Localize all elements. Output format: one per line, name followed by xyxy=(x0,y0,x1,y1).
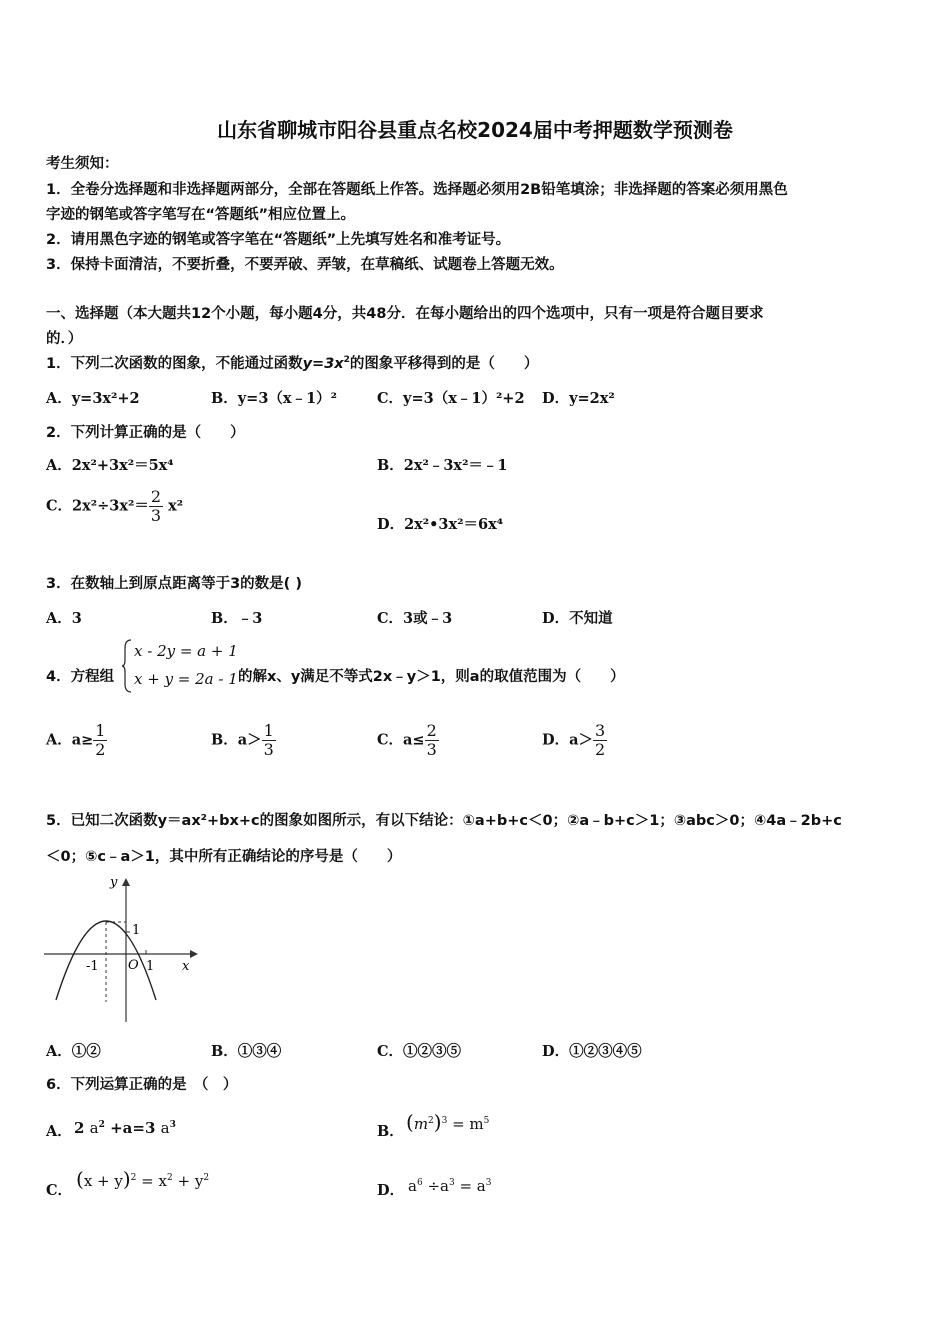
notice-heading: 考生须知： xyxy=(46,156,119,172)
q4-option-a-pre: A．a≥ xyxy=(46,731,94,749)
q5-parabola-graph xyxy=(40,872,200,1027)
q4-option-b[interactable] xyxy=(211,722,276,759)
q4-option-d-num: 3 xyxy=(594,721,606,740)
q1-option-b[interactable]: B．y=3（x﹣1）² xyxy=(211,390,338,407)
q4-option-a-fraction xyxy=(93,722,107,759)
q6-option-a-expression: 2 $a^2 +a=3$ $a^3$ xyxy=(74,1119,176,1137)
q4-equation-1: x - 2y = a + 1 xyxy=(134,642,238,660)
q1-option-a[interactable]: A．y=3x²+2 xyxy=(46,390,140,407)
q6-option-c-expression: $(x + y)^2 = x^2 + y^2$ xyxy=(76,1167,210,1191)
q6-option-b-label[interactable]: B． xyxy=(377,1123,404,1140)
origin-label: O xyxy=(128,958,139,973)
q4-option-b-den: 3 xyxy=(263,740,274,759)
q1-stem xyxy=(46,352,538,373)
q5-option-c[interactable]: C．①②③⑤ xyxy=(377,1043,462,1060)
q4-option-a-num: 1 xyxy=(95,721,106,740)
q3-option-a[interactable]: A．3 xyxy=(46,610,82,627)
notice-line-1b: 字迹的钢笔或答字笔写在“答题纸”相应位置上。 xyxy=(46,207,356,223)
q4-label: 4．方程组 xyxy=(46,669,115,685)
q2-option-c-post: x² xyxy=(168,497,184,515)
q2-option-c-num: 2 xyxy=(150,487,162,506)
q1-option-d[interactable]: D．y=2x² xyxy=(542,390,615,407)
q2-option-a[interactable]: A．2x²+3x²＝5x⁴ xyxy=(46,457,174,474)
section-heading-line-2: 的．） xyxy=(46,331,83,347)
q4-option-d[interactable] xyxy=(542,722,607,759)
q4-option-d-den: 2 xyxy=(594,740,606,759)
x-axis-label: x xyxy=(182,959,190,974)
q4-option-b-fraction xyxy=(262,722,276,759)
q6-option-a-label[interactable]: A． xyxy=(46,1123,72,1140)
q4-option-b-pre: B．a＞ xyxy=(211,731,262,749)
q5-option-a[interactable]: A．①② xyxy=(46,1043,101,1060)
q4-option-a-den: 2 xyxy=(95,740,106,759)
q6-option-d-label[interactable]: D． xyxy=(377,1182,405,1199)
q6-stem: 6．下列运算正确的是 （ ） xyxy=(46,1077,238,1093)
page-title: 山东省聊城市阳谷县重点名校2024届中考押题数学预测卷 xyxy=(217,118,733,142)
q4-option-b-num: 1 xyxy=(263,721,274,740)
q2-option-c[interactable] xyxy=(46,488,183,525)
q4-brace xyxy=(121,638,133,694)
label-neg-1: -1 xyxy=(86,959,99,974)
q4-option-c-den: 3 xyxy=(426,740,437,759)
q5-stem-line-2: ＜0；⑤c﹣a＞1，其中所有正确结论的序号是（ ） xyxy=(46,849,402,865)
q4-option-d-pre: D．a＞ xyxy=(542,731,593,749)
q1-stem-pre: 1．下列二次函数的图象，不能通过函数 xyxy=(46,356,303,372)
notice-line-2: 2．请用黑色字迹的钢笔或答字笔在“答题纸”上先填写姓名和准考证号。 xyxy=(46,232,511,248)
q6-option-b-expression: $(m^2)^3 = m^5$ xyxy=(406,1110,490,1134)
q1-stem-post: 的图象平移得到的是（ ） xyxy=(349,356,539,372)
q1-option-c[interactable]: C．y=3（x﹣1）²+2 xyxy=(377,390,525,407)
q2-option-c-fraction xyxy=(149,488,163,525)
notice-line-1a: 1．全卷分选择题和非选择题两部分，全部在答题纸上作答。选择题必须用2B铅笔填涂；非选择题的答案必须用黑色 xyxy=(46,182,788,198)
q4-option-c-pre: C．a≤ xyxy=(377,731,425,749)
q1-stem-fn: y=3x xyxy=(302,356,344,372)
q4-stem-post: 的解x、y满足不等式2x﹣y＞1，则a的取值范围为（ ） xyxy=(238,669,625,685)
q6-option-c-label[interactable]: C． xyxy=(46,1182,73,1199)
q4-equation-2: x + y = 2a - 1 xyxy=(134,670,238,688)
q4-option-c-fraction xyxy=(425,722,439,759)
q4-option-c-num: 2 xyxy=(426,721,437,740)
q2-option-c-den: 3 xyxy=(150,506,162,525)
q2-option-c-pre: C．2x²÷3x²＝ xyxy=(46,497,149,515)
q4-option-d-fraction xyxy=(593,722,607,759)
notice-line-3: 3．保持卡面清洁，不要折叠，不要弄破、弄皱，在草稿纸、试题卷上答题无效。 xyxy=(46,257,564,273)
q3-option-d[interactable]: D．不知道 xyxy=(542,610,613,627)
q2-stem: 2．下列计算正确的是（ ） xyxy=(46,425,245,441)
q5-stem-line-1: 5．已知二次函数y＝ax²+bx+c的图象如图所示，有以下结论：①a+b+c＜0；②a﹣b+c＞1；③abc＞0；④4a﹣2b+c xyxy=(46,813,842,829)
q4-option-c[interactable] xyxy=(377,722,439,759)
q2-option-b[interactable]: B．2x²﹣3x²＝﹣1 xyxy=(377,457,508,474)
q3-option-c[interactable]: C．3或﹣3 xyxy=(377,610,453,627)
q5-option-b[interactable]: B．①③④ xyxy=(211,1043,282,1060)
q5-option-d[interactable]: D．①②③④⑤ xyxy=(542,1043,642,1060)
x-axis-arrow xyxy=(190,950,198,958)
y-axis-label: y xyxy=(110,875,118,890)
q4-option-a[interactable] xyxy=(46,722,107,759)
label-x-1: 1 xyxy=(146,959,155,974)
q2-option-d[interactable]: D．2x²•3x²＝6x⁴ xyxy=(377,516,504,533)
q6-option-d-expression: $a^6 \div a^3 = a^3$ xyxy=(408,1177,492,1195)
q1-stem-exp: 2 xyxy=(343,355,350,365)
q3-stem: 3．在数轴上到原点距离等于3的数是( ) xyxy=(46,576,302,592)
y-axis-arrow xyxy=(122,878,130,886)
label-y-1: 1 xyxy=(132,923,141,938)
q3-option-b[interactable]: B．﹣3 xyxy=(211,610,263,627)
section-heading-line-1: 一、选择题（本大题共12个小题，每小题4分，共48分．在每小题给出的四个选项中，只有一项是符合题目要求 xyxy=(46,306,764,322)
